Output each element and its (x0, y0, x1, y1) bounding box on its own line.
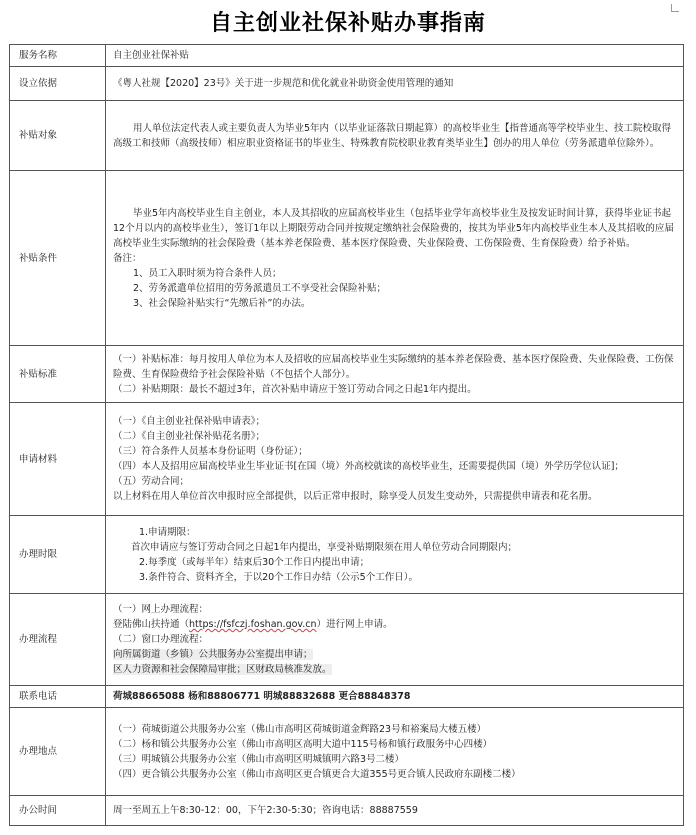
table-row (10, 708, 684, 796)
process-offline-title: （二）窗口办理流程： (113, 634, 209, 645)
process-offline-line (113, 662, 675, 677)
materials-line: （二）《自主创业社保补贴花名册》； (113, 431, 266, 442)
row-value-process (106, 594, 684, 686)
table-row (10, 594, 684, 686)
location-line: （三）明城镇公共服务办公室（佛山市高明区明城镇明六路3号二楼） (113, 753, 405, 765)
row-label-standard: 补贴标准 (10, 346, 106, 403)
row-label-phone: 联系电话 (10, 686, 106, 708)
materials-line: （一）《自主创业社保补贴申请表》； (113, 416, 266, 427)
row-label-hours: 办公时间 (10, 796, 106, 826)
conditions-note: 1、员工入职时须为符合条件人员； (133, 267, 282, 279)
conditions-note: 2、劳务派遣单位招用的劳务派遣员工不享受社会保险补贴； (133, 282, 387, 294)
row-label-target: 补贴对象 (10, 101, 106, 171)
row-label-basis: 设立依据 (10, 67, 106, 101)
target-text: 用人单位法定代表人或主要负责人为毕业5年内（以毕业证落款日期起算）的高校毕业生【指普通高等学校毕业生、技工院校取得高级工和技师（高级技师）相应职业资格证书的毕业生、特殊教育院校职业教育类毕业生】创办的用人单位（劳务派遣单位除外）。 (113, 122, 672, 149)
row-label-service-name: 服务名称 (10, 45, 106, 67)
process-online-prefix: 登陆佛山扶持通（ (113, 619, 190, 630)
conditions-main-text: 毕业5年内高校毕业生自主创业，本人及其招收的应届高校毕业生（包括毕业学年高校毕业生及按发证时间计算，获得毕业证书起12个月以内的高校毕业生），签订1年以上期限劳动合同并按规定缴纳社会保险费的，按其为毕业5年内高校毕业生本人及其招收的应届高校毕业生实际缴纳的社会保险费（基本养老保险费、基本医疗保险费、失业保险费、工伤保险费、生育保险费）给予补贴。 (113, 207, 674, 249)
table-row (10, 403, 684, 516)
row-value-target (106, 101, 684, 171)
row-value-conditions (106, 171, 684, 346)
row-value-basis: 《粤人社规【2020】23号》关于进一步规范和优化就业补助资金使用管理的通知 (106, 67, 684, 101)
conditions-notes-title: 备注： (113, 252, 142, 264)
corner-crop-mark (671, 4, 679, 12)
table-row (10, 796, 684, 826)
location-line: （四）更合镇公共服务办公室（佛山市高明区更合镇更合大道355号更合镇人民政府东副楼二楼） (113, 768, 521, 780)
process-offline-step: 向所属街道（乡镇）公共服务办公室提出申请； (113, 649, 313, 660)
process-online-line (113, 617, 675, 632)
process-online-suffix: ）进行网上申请。 (316, 619, 393, 630)
standard-line: （二）补贴期限：最长不超过3年，首次补贴申请应于签订劳动合同之日起1年内提出。 (113, 383, 477, 395)
row-value-location (106, 708, 684, 796)
row-value-hours: 周一至周五上午8:30-12：00，下午2:30-5:30；咨询电话：88887559 (106, 796, 684, 826)
process-offline-line (113, 647, 675, 662)
row-label-materials: 申请材料 (10, 403, 106, 516)
guide-table (9, 44, 684, 826)
materials-line: 以上材料在用人单位首次申报时应全部提供，以后正常申报时，除享受人员发生变动外，只需提供申请表和花名册。 (113, 491, 598, 502)
table-row (10, 171, 684, 346)
table-row (10, 101, 684, 171)
standard-line: （一）补贴标准：每月按用人单位为本人及招收的应届高校毕业生实际缴纳的基本养老保险费、基本医疗保险费、失业保险费、工伤保险费、生育保险费给予社会保险补贴（不包括个人部分）。 (113, 353, 674, 380)
table-row (10, 686, 684, 708)
location-line: （二）杨和镇公共服务办公室（佛山市高明区高明大道中115号杨和镇行政服务中心四楼） (113, 738, 493, 750)
materials-line: （三）符合条件人员基本身份证明（身份证）； (113, 446, 308, 457)
row-label-process: 办理流程 (10, 594, 106, 686)
row-label-location: 办理地点 (10, 708, 106, 796)
row-value-materials (106, 403, 684, 516)
row-label-conditions: 补贴条件 (10, 171, 106, 346)
row-value-time-limit (106, 516, 684, 594)
time-limit-line: 2.每季度（或每半年）结束后30个工作日内提出申请； (139, 556, 370, 568)
page-title: 自主创业社保补贴办事指南 (209, 10, 486, 36)
process-offline-step: 区人力资源和社会保障局审批；区财政局核准发放。 (113, 664, 332, 675)
table-row (10, 45, 684, 67)
row-value-standard (106, 346, 684, 403)
location-line: （一）荷城街道公共服务办公室（佛山市高明区荷城街道金辉路23号和裕案局大楼五楼） (113, 723, 487, 735)
materials-line: （四）本人及招用应届高校毕业生毕业证书[在国（境）外高校就读的高校毕业生，还需要提供国（境）外学历学位认证]； (113, 461, 624, 472)
process-online-title: （一）网上办理流程： (113, 604, 209, 615)
conditions-note: 3、社会保险补贴实行“先缴后补”的办法。 (133, 297, 311, 309)
time-limit-line: 首次申请应与签订劳动合同之日起1年内提出，享受补贴期限须在用人单位劳动合同期限内； (131, 541, 518, 553)
table-row (10, 516, 684, 594)
table-row (10, 346, 684, 403)
table-row (10, 67, 684, 101)
row-value-phone: 荷城88665088 杨和88806771 明城88832688 更合88848378 (106, 686, 684, 708)
time-limit-line: 3.条件符合、资料齐全，于以20个工作日办结（公示5个工作日）。 (139, 571, 418, 583)
row-label-time-limit: 办理时限 (10, 516, 106, 594)
row-value-service-name: 自主创业社保补贴 (106, 45, 684, 67)
time-limit-line: 1.申请期限： (139, 526, 196, 538)
portal-link[interactable]: https://fsfczj.foshan.gov.cn (189, 619, 317, 630)
materials-line: （五）劳动合同； (113, 476, 190, 487)
